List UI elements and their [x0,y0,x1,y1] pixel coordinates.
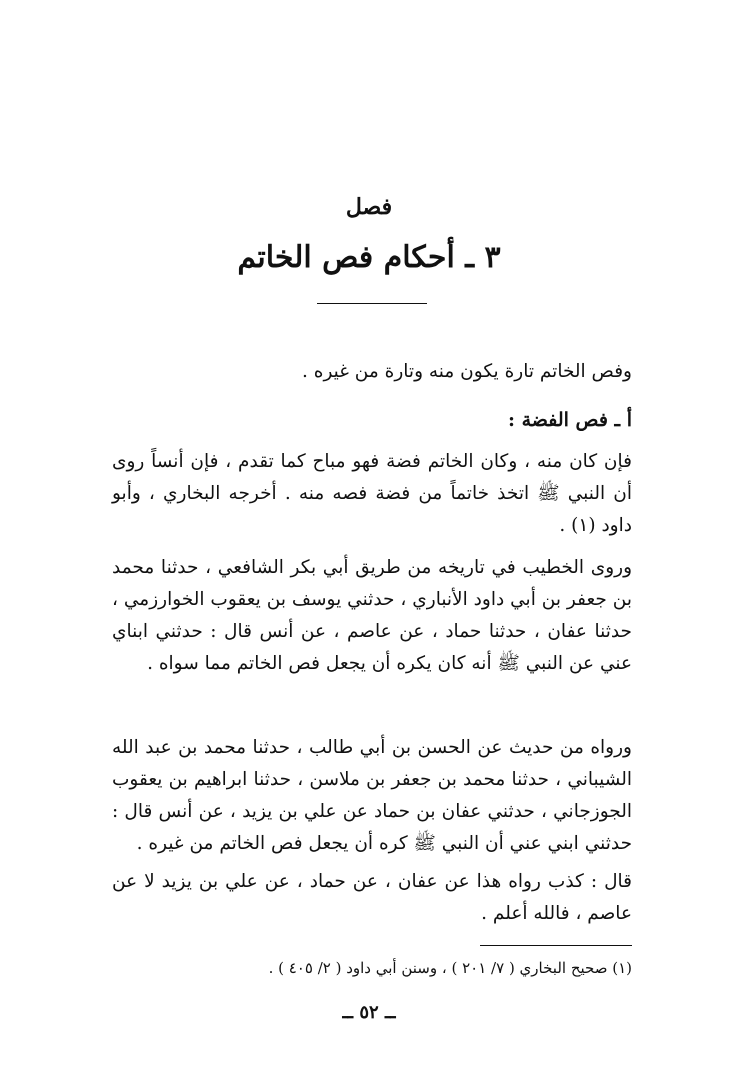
section-heading: أ ـ فص الفضة : [507,409,632,431]
chapter-title: ٣ ـ أحكام فص الخاتم [237,240,501,275]
paragraph: فإن كان منه ، وكان الخاتم فضة فهو مباح كما تقدم ، فإن أنساً روى أن النبي ﷺ اتخذ خاتماً من فضة فصه منه . أخرجه البخاري ، وأبو داود (١) . [112,451,632,536]
intro-paragraph: وفص الخاتم تارة يكون منه وتارة من غيره . [301,361,632,382]
paragraph: قال : كذب رواه هذا عن عفان ، عن حماد ، عن علي بن يزيد لا عن عاصم ، فالله أعلم . [112,871,632,924]
chapter-label: فصل [345,194,393,220]
footnote: (١) صحيح البخاري ( ٧/ ٢٠١ ) ، وسنن أبي داود ( ٢/ ٤٠٥ ) . [268,959,632,977]
page-number: ــ ٥٢ ــ [342,1002,396,1023]
paragraph: ورواه من حديث عن الحسن بن أبي طالب ، حدثنا محمد بن عبد الله الشيباني ، حدثنا محمد بن جعفر بن ملاسن ، حدثنا ابراهيم بن يعقوب الجوزجاني ، حدثني عفان بن حماد عن علي بن يزيد ، عن أنس قال : حدثني ابني عني أن النبي ﷺ كره أن يجعل فص الخاتم من غيره . [112,737,632,854]
paragraph: وروى الخطيب في تاريخه من طريق أبي بكر الشافعي ، حدثنا محمد بن جعفر بن أبي داود الأنباري ، حدثني يوسف بن يعقوب الخوارزمي ، حدثنا عفان ، حدثنا حماد ، عن عاصم ، عن أنس قال : حدثني ابناي عني عن النبي ﷺ أنه كان يكره أن يجعل فص الخاتم مما سواه . [112,557,632,674]
footnote-divider [480,945,632,946]
title-divider [317,303,427,304]
